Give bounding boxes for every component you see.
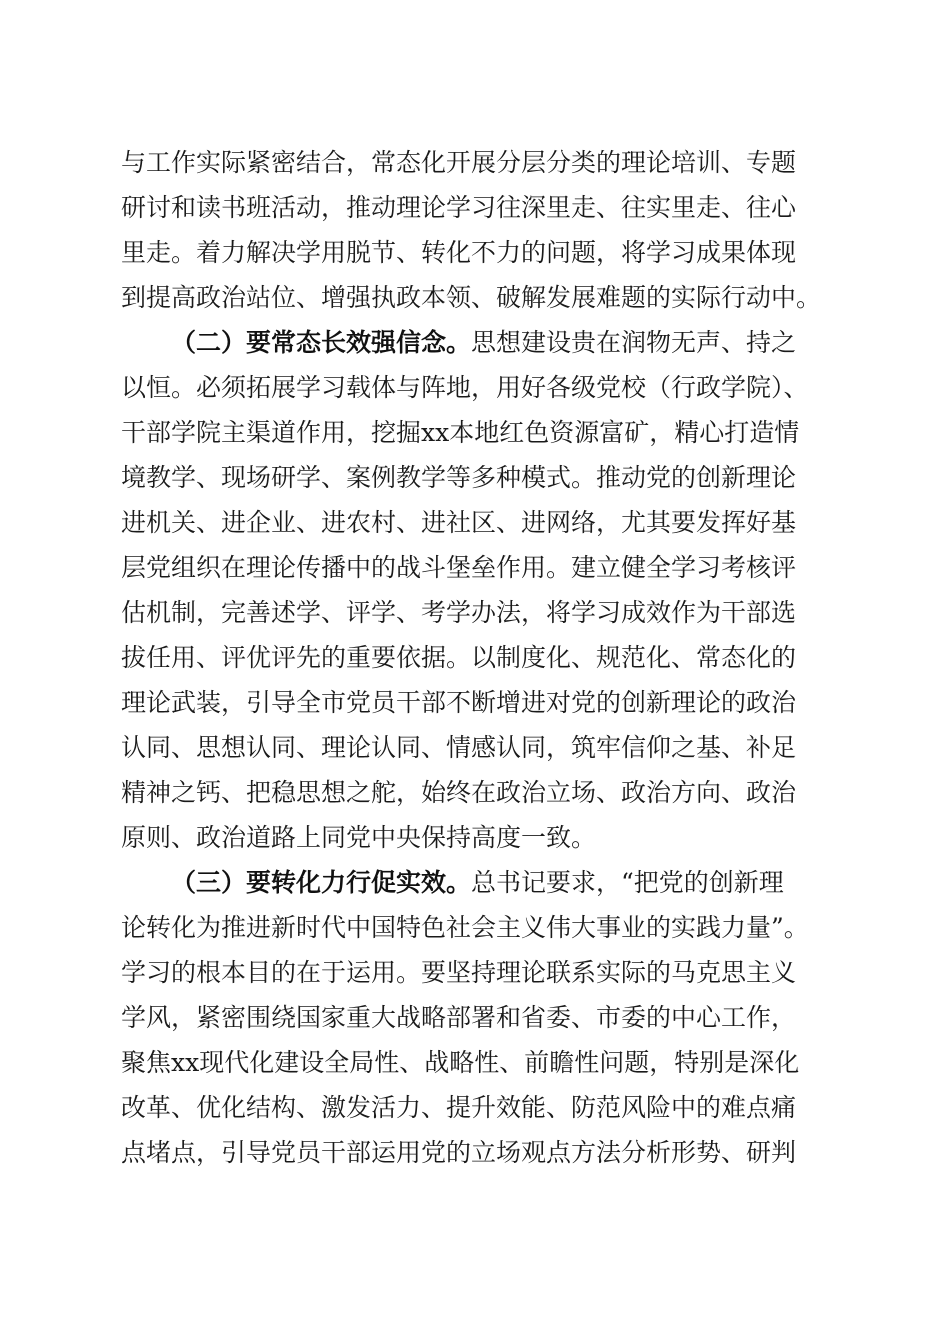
body-text-line: 以恒。必须拓展学习载体与阵地，用好各级党校（行政学院）、 — [121, 373, 809, 402]
section-2-heading: （二）要常态长效强信念。 — [171, 328, 472, 357]
body-text-line: 精神之钙、把稳思想之舵，始终在政治立场、政治方向、政治 — [121, 778, 797, 807]
section-3-first-line — [171, 865, 784, 901]
body-text-line: 层党组织在理论传播中的战斗堡垒作用。建立健全学习考核评 — [121, 553, 797, 582]
body-text-line: 聚焦xx现代化建设全局性、战略性、前瞻性问题，特别是深化 — [121, 1048, 800, 1077]
section-2-first-line — [171, 325, 796, 361]
body-text-line: 里走。着力解决学用脱节、转化不力的问题，将学习成果体现 — [121, 238, 797, 267]
body-text-line: 学习的根本目的在于运用。要坚持理论联系实际的马克思主义 — [121, 958, 797, 987]
body-text-line: 到提高政治站位、增强执政本领、破解发展难题的实际行动中。 — [121, 283, 822, 312]
section-3-text: 总书记要求，“把党的创新理 — [471, 868, 784, 897]
body-text-line: 学风，紧密围绕国家重大战略部署和省委、市委的中心工作， — [121, 1003, 797, 1032]
body-text-line: 拔任用、评优评先的重要依据。以制度化、规范化、常态化的 — [121, 643, 797, 672]
body-text-line: 干部学院主渠道作用，挖掘xx本地红色资源富矿，精心打造情 — [121, 418, 800, 447]
body-text-line: 境教学、现场研学、案例教学等多种模式。推动党的创新理论 — [121, 463, 797, 492]
section-3-heading: （三）要转化力行促实效。 — [171, 868, 472, 897]
body-text-line: 改革、优化结构、激发活力、提升效能、防范风险中的难点痛 — [121, 1093, 797, 1122]
body-text-line: 理论武装，引导全市党员干部不断增进对党的创新理论的政治 — [121, 688, 797, 717]
body-text-line: 原则、政治道路上同党中央保持高度一致。 — [121, 823, 597, 852]
body-text-line: 与工作实际紧密结合，常态化开展分层分类的理论培训、专题 — [121, 148, 797, 177]
body-text-line: 认同、思想认同、理论认同、情感认同，筑牢信仰之基、补足 — [121, 733, 797, 762]
body-text-line: 点堵点，引导党员干部运用党的立场观点方法分析形势、研判 — [121, 1138, 797, 1167]
body-text-line: 进机关、进企业、进农村、进社区、进网络，尤其要发挥好基 — [121, 508, 797, 537]
body-text-line: 研讨和读书班活动，推动理论学习往深里走、往实里走、往心 — [121, 193, 797, 222]
body-text-line: 估机制，完善述学、评学、考学办法，将学习成效作为干部选 — [121, 598, 797, 627]
body-text-line: 论转化为推进新时代中国特色社会主义伟大事业的实践力量”。 — [121, 913, 809, 942]
section-2-text: 思想建设贵在润物无声、持之 — [471, 328, 797, 357]
